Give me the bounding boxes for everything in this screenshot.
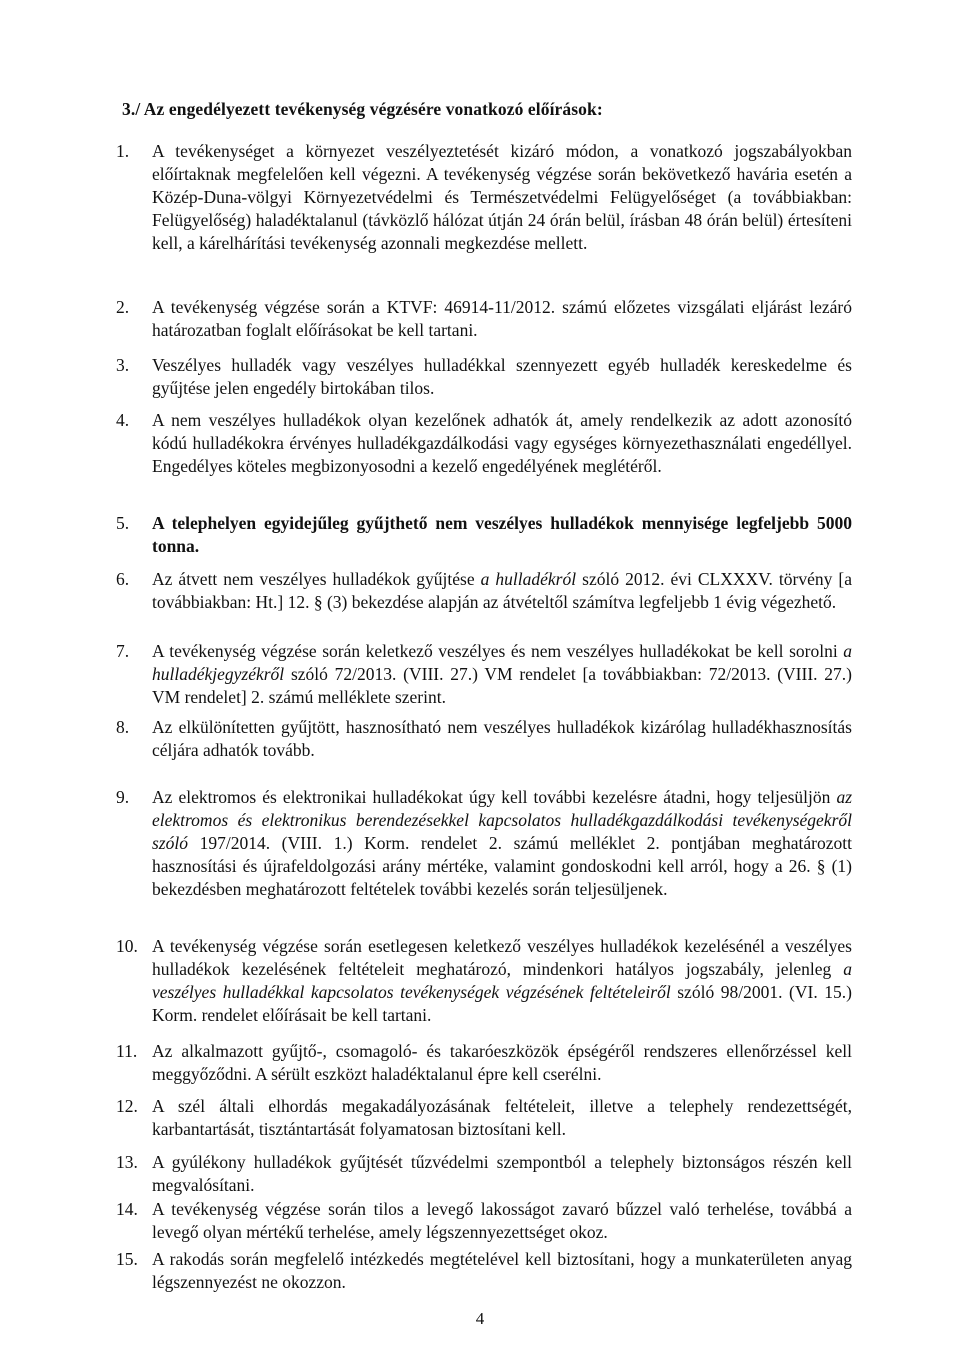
item-text: Az elkülönítetten gyűjtött, hasznosítható nem veszélyes hulladékok kizárólag hulladékhasznosítás céljára adhatók tovább.: [152, 717, 852, 760]
item-text-italic: a hulladékjegyzékről: [152, 641, 852, 684]
item-number: 9.: [116, 787, 130, 807]
list-item-10: [116, 935, 852, 1027]
item-text: Az alkalmazott gyűjtő-, csomagoló- és takaróeszközök épségéről rendszeres ellenőrzéssel kell meggyőződni. A sérült eszközt haladéktalanul épre kell cserélni.: [152, 1041, 852, 1084]
list-item-12: [116, 1095, 852, 1141]
item-number: 12.: [116, 1096, 138, 1116]
item-text: A nem veszélyes hulladékok olyan kezelőnek adhatók át, amely rendelkezik az adott azonosító kódú hulladékokra érvényes hulladékgazdálkodási vagy egységes környezethasználati engedéllyel. Engedélyes köteles megbizonyosodni a kezelő engedélyének meglétéről.: [152, 410, 852, 476]
item-number: 11.: [116, 1041, 138, 1061]
page-number: 4: [475, 1309, 485, 1328]
item-text: [152, 640, 852, 709]
item-text: [152, 935, 852, 1027]
item-number: 5.: [116, 513, 130, 533]
item-text: A rakodás során megfelelő intézkedés megtételével kell biztosítani, hogy a munkaterületen anyag légszennyezést ne okozzon.: [152, 1249, 852, 1292]
item-text: A gyúlékony hulladékok gyűjtését tűzvédelmi szempontból a telephely biztonságos részén kell megvalósítani.: [152, 1152, 852, 1195]
list-item-14: [116, 1198, 852, 1244]
item-text-part: Az átvett nem veszélyes hulladékok gyűjtése: [152, 569, 481, 589]
item-text: Veszélyes hulladék vagy veszélyes hulladékkal szennyezett egyéb hulladék kereskedelme és gyűjtése jelen engedély birtokában tilos.: [152, 355, 852, 398]
list-item-2: [116, 296, 852, 342]
item-number: 7.: [116, 641, 130, 661]
item-number: 8.: [116, 717, 130, 737]
list-item-4: [116, 409, 852, 478]
item-number: 15.: [116, 1249, 138, 1269]
item-number: 4.: [116, 410, 130, 430]
item-number: 6.: [116, 569, 130, 589]
item-text-part: A tevékenység végzése során keletkező veszélyes és nem veszélyes hulladékokat be kell sorolni: [152, 641, 844, 661]
list-item-13: [116, 1151, 852, 1197]
item-text-part: szóló 98/2001. (VI. 15.) Korm. rendelet előírásait be kell tartani.: [152, 982, 852, 1025]
item-text: A tevékenység végzése során tilos a levegő lakosságot zavaró bűzzel való terhelése, továbbá a levegő olyan mértékű terhelése, amely légszennyezettséget okoz.: [152, 1199, 852, 1242]
list-item-1: [116, 140, 852, 255]
item-text: A tevékenység végzése során a KTVF: 46914-11/2012. számú előzetes vizsgálati eljárást lezáró határozatban foglalt előírásokat be kell tartani.: [152, 297, 852, 340]
section-heading: 3./ Az engedélyezett tevékenység végzésére vonatkozó előírások:: [122, 99, 603, 119]
list-item-5: [116, 512, 852, 558]
item-text: A telephelyen egyidejűleg gyűjthető nem veszélyes hulladékok mennyisége legfeljebb 5000 tonna.: [152, 513, 852, 556]
item-number: 3.: [116, 355, 130, 375]
item-number: 13.: [116, 1152, 138, 1172]
item-text-italic: a veszélyes hulladékkal kapcsolatos tevékenységek végzésének feltételeiről: [152, 959, 852, 1002]
list-item-6: [116, 568, 852, 614]
item-text: [152, 568, 852, 614]
list-item-15: [116, 1248, 852, 1294]
item-text-part: 197/2014. (VIII. 1.) Korm. rendelet 2. számú melléklet 2. pontjában meghatározott hasznosítási és újrafeldolgozási arány mértéke, valamint gondoskodni kell arról, hogy a 26. § (1) bekezdésben meghatározott feltételek további kezelés során teljesüljenek.: [152, 833, 852, 899]
item-text: A tevékenységet a környezet veszélyeztetését kizáró módon, a vonatkozó jogszabályokban előírtaknak megfelelően kell végezni. A tevékenység végzése során bekövetkező havária esetén a Közép-Duna-völgyi Környezetvédelmi és Természetvédelmi Felügyelőséget (a továbbiakban: Felügyelőség) haladéktalanul (távközlő hálózat útján 24 órán belül, írásban 48 órán belül) értesíteni kell, a kárelhárítási tevékenység azonnali megkezdése mellett.: [152, 141, 852, 253]
item-text-part: A tevékenység végzése során esetlegesen keletkező veszélyes hulladékok kezelésénél a veszélyes hulladékok kezelésének feltételeit meghatározó, mindenkori hatályos jogszabály, jelenleg: [152, 936, 852, 979]
list-item-8: [116, 716, 852, 762]
item-number: 14.: [116, 1199, 138, 1219]
list-item-11: [116, 1040, 852, 1086]
item-number: 1.: [116, 141, 130, 161]
item-text-italic: a hulladékról: [480, 569, 577, 589]
list-item-9: [116, 786, 852, 901]
item-text-part: szóló 2012. évi CLXXXV. törvény [a továbbiakban: Ht.] 12. § (3) bekezdése alapján az átvételtől számítva legfeljebb 1 évig végezhető.: [152, 569, 852, 612]
item-text: [152, 786, 852, 901]
item-text-italic: az elektromos és elektronikus berendezésekkel kapcsolatos hulladékgazdálkodási tevékenységekről szóló: [152, 787, 852, 853]
item-number: 2.: [116, 297, 130, 317]
list-item-3: [116, 354, 852, 400]
item-number: 10.: [116, 936, 138, 956]
item-text-part: Az elektromos és elektronikai hulladékokat úgy kell további kezelésre átadni, hogy teljesüljön: [152, 787, 837, 807]
item-text-part: szóló 72/2013. (VIII. 27.) VM rendelet [a továbbiakban: 72/2013. (VIII. 27.) VM rendelet] 2. számú melléklete szerint.: [152, 664, 852, 707]
list-item-7: [116, 640, 852, 709]
item-text: A szél általi elhordás megakadályozásának feltételeit, illetve a telephely rendezettségét, karbantartását, tisztántartását folyamatosan biztosítani kell.: [152, 1096, 852, 1139]
